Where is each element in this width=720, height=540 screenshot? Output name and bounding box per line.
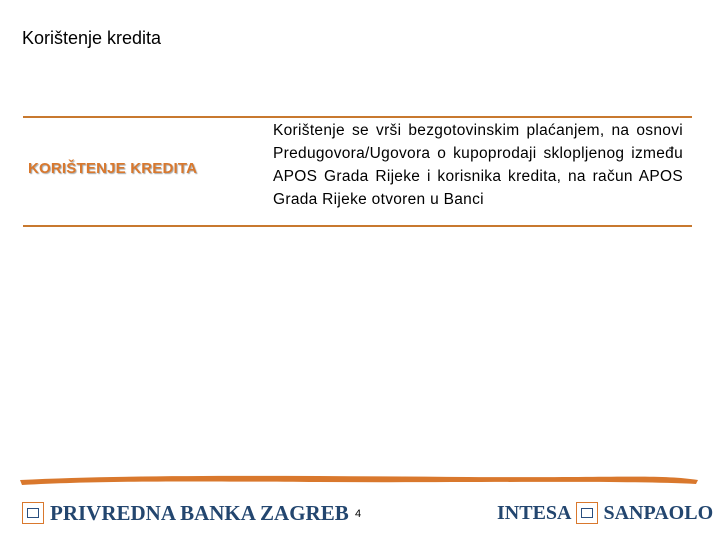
footer-brush-stroke [18,468,702,490]
body-paragraph: Korištenje se vrši bezgotovinskim plaćanjem, na osnovi Predugovora/Ugovora o kupoprodaji sklopljenog između APOS Grada Rijeke i korisnika kredita, na račun APOS Grada Rijeke otvoren u Banci [273,122,683,208]
pbz-logo-text: PRIVREDNA BANKA ZAGREB [50,500,349,525]
section-label: KORIŠTENJE KREDITA [28,160,198,177]
sanpaolo-logo-text: SANPAOLO [603,501,714,524]
pbz-logo [22,500,349,526]
page-number: 4 [355,508,362,520]
intesa-mark-icon [576,502,598,524]
intesa-logo-text: INTESA [497,501,572,524]
bottom-divider [23,225,692,227]
slide-title: Korištenje kredita [22,28,162,48]
top-divider [23,116,692,118]
intesa-sanpaolo-logo [497,500,713,526]
pbz-mark-icon [22,502,44,524]
